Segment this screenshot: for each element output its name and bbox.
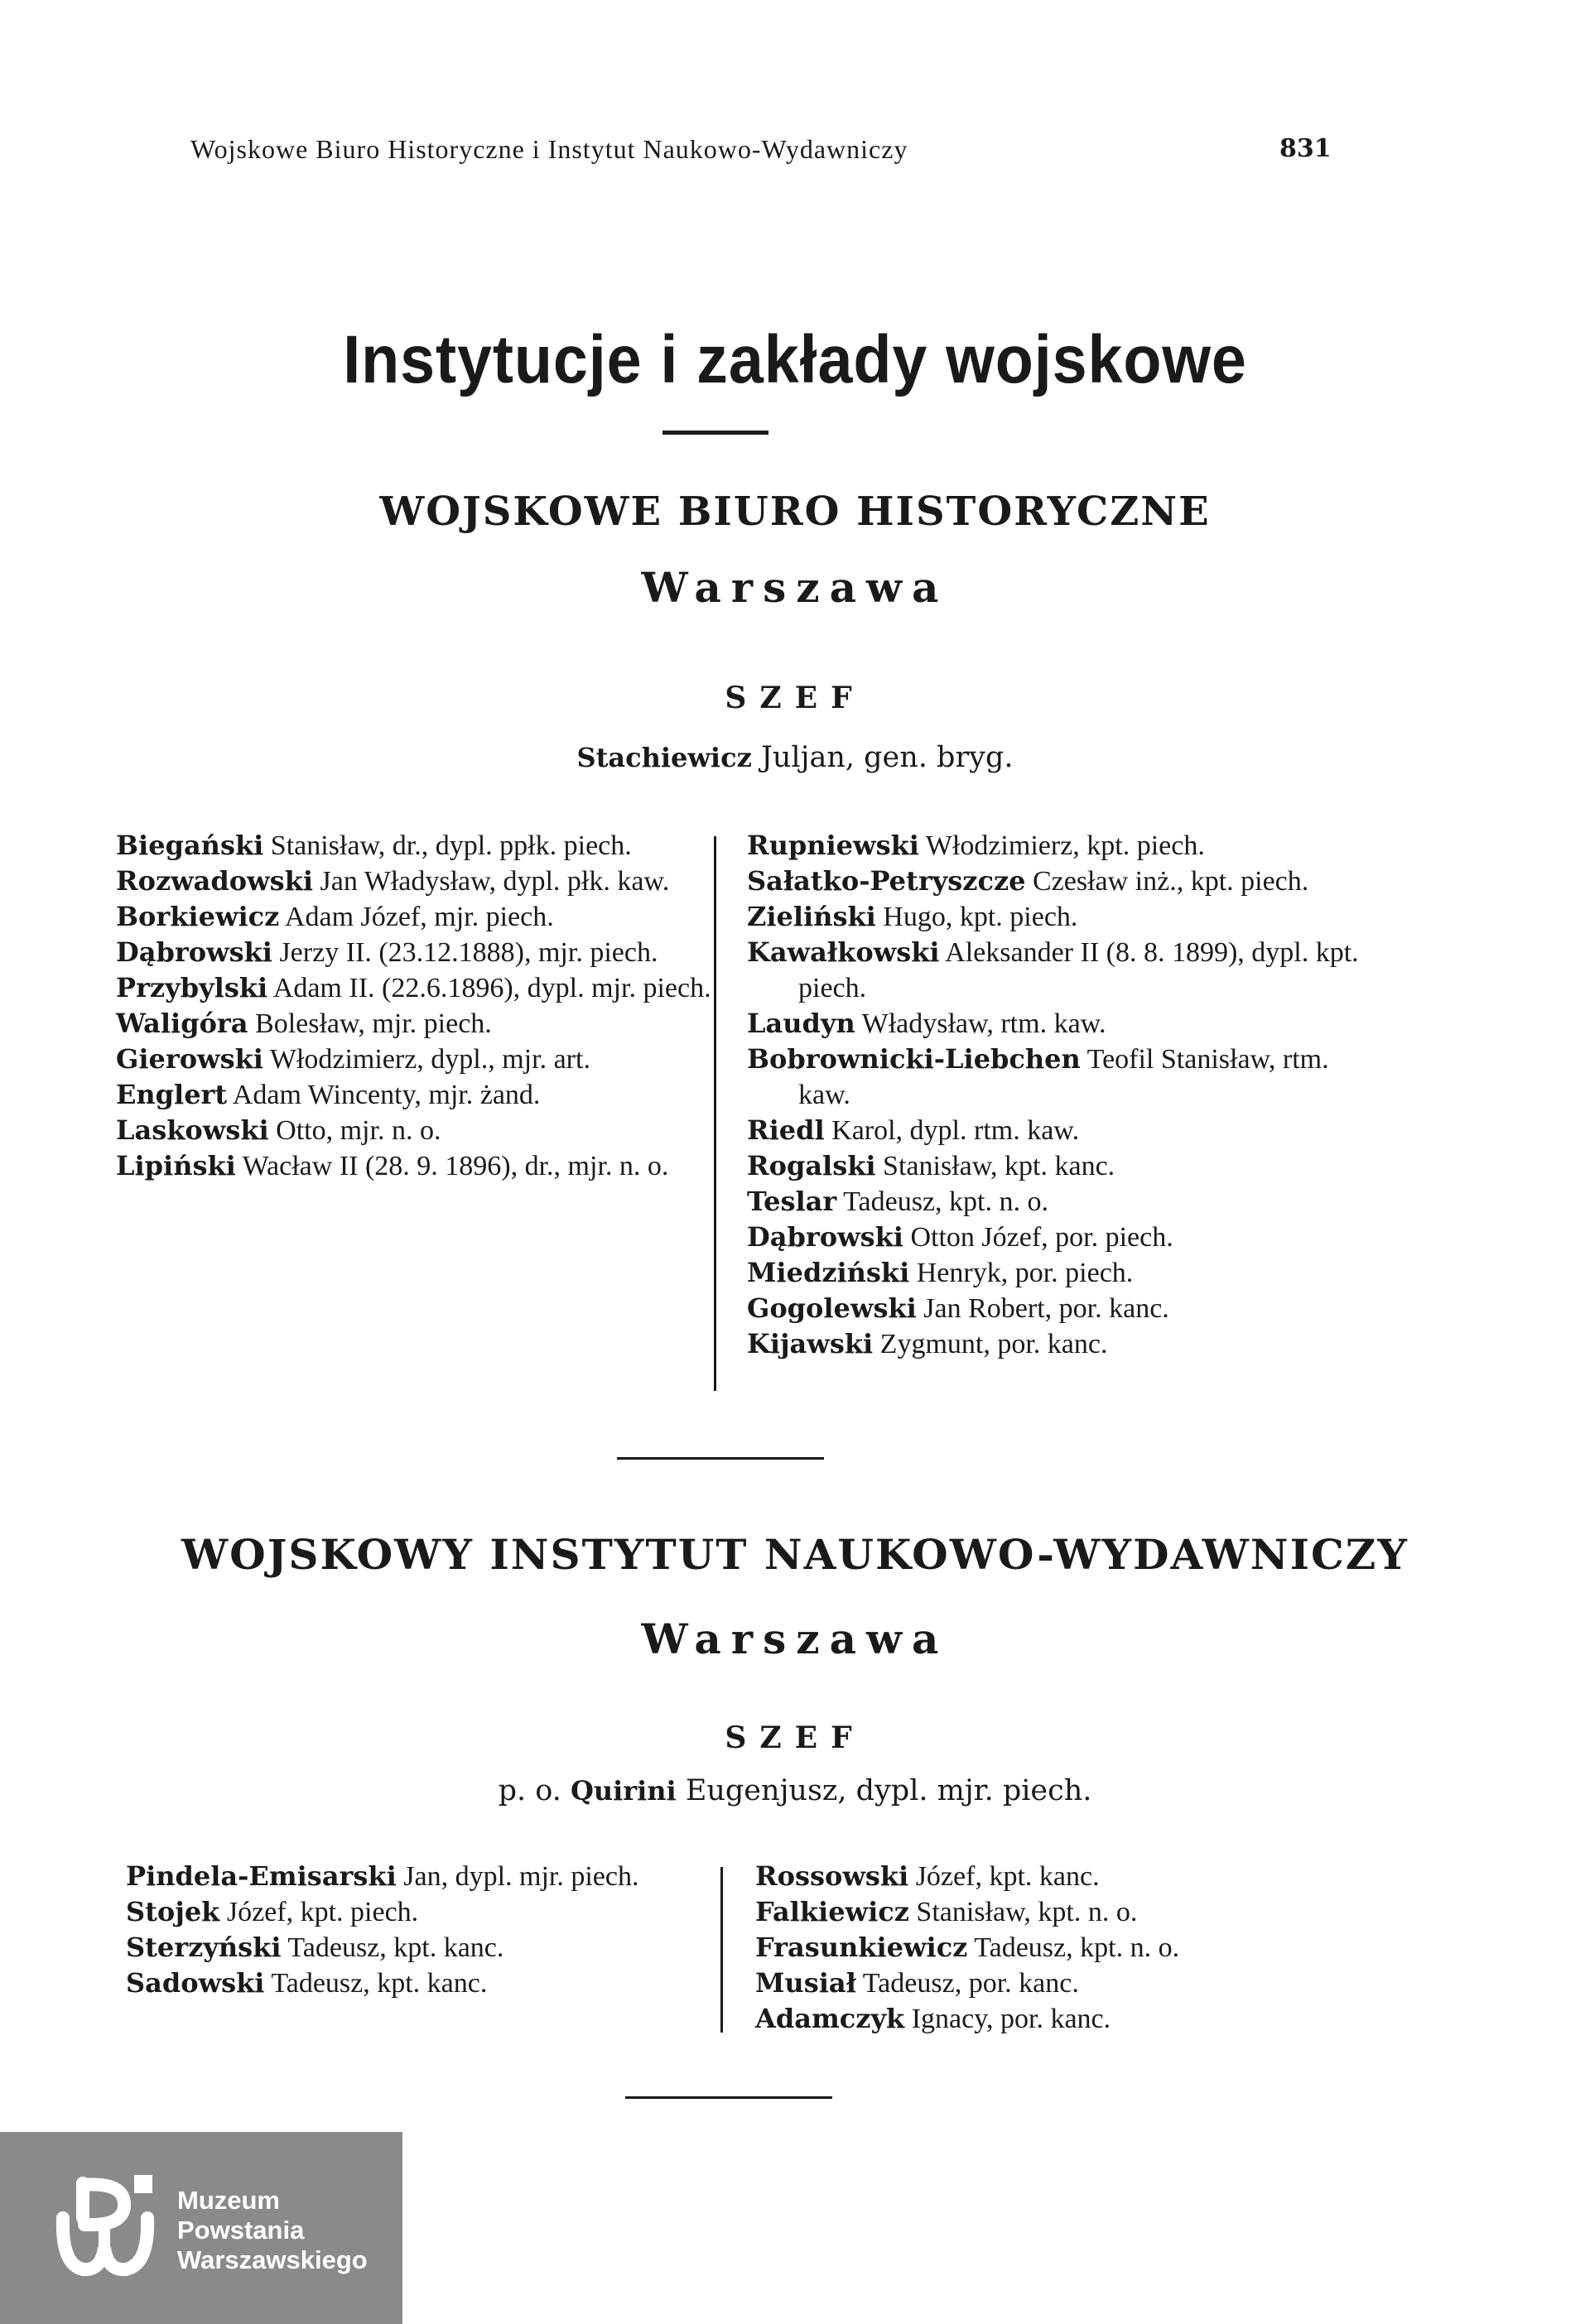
list-item: Sterzyński Tadeusz, kpt. kanc. — [126, 1932, 504, 1963]
section2-chief-prefix: p. o. — [498, 1774, 571, 1807]
section1-right-column — [747, 828, 1376, 1362]
list-item: Przybylski Adam II. (22.6.1896), dypl. mjr. piech. — [116, 972, 711, 1003]
list-item: Riedl Karol, dypl. rtm. kaw. — [747, 1114, 1080, 1146]
museum-name — [177, 2186, 368, 2275]
section2-title: WOJSKOWY INSTYTUT NAUKOWO-WYDAWNICZY — [181, 1530, 1409, 1579]
section1-chief-rest: Juljan, gen. bryg. — [751, 741, 1014, 774]
list-item: Laskowski Otto, mjr. n. o. — [116, 1114, 441, 1146]
list-item: Stojek Józef, kpt. piech. — [126, 1896, 419, 1927]
list-item: Adamczyk Ignacy, por. kanc. — [755, 2003, 1111, 2034]
list-item: Sałatko-Petryszcze Czesław inż., kpt. piech. — [747, 865, 1309, 897]
section1-left-column — [116, 828, 712, 1184]
section2-szef-label: SZEF — [725, 1720, 865, 1755]
section1-column-divider — [714, 836, 716, 1391]
list-item: Pindela-Emisarski Jan, dypl. mjr. piech. — [126, 1860, 639, 1892]
section2-city: Warszawa — [641, 1614, 949, 1663]
kotwica-logo-icon — [51, 2167, 159, 2283]
list-item: Lipiński Wacław II (28. 9. 1896), dr., mjr. n. o. — [116, 1150, 669, 1181]
list-item: Miedziński Henryk, por. piech. — [747, 1257, 1134, 1288]
section2-chief — [0, 1774, 1590, 1807]
list-item: Gierowski Włodzimierz, dypl., mjr. art. — [116, 1043, 590, 1075]
section1-title: WOJSKOWE BIURO HISTORYCZNE — [379, 488, 1211, 535]
list-item: Musiał Tadeusz, por. kanc. — [755, 1967, 1079, 1999]
main-title: Instytucje i zakłady wojskowe — [343, 322, 1247, 397]
list-item: Sadowski Tadeusz, kpt. kanc. — [126, 1967, 488, 1999]
section2-left-column — [126, 1859, 706, 2001]
section1-chief — [0, 741, 1590, 774]
section1-chief-name: Stachiewicz — [576, 742, 752, 773]
list-item: Rupniewski Włodzimierz, kpt. piech. — [747, 830, 1205, 861]
section2-chief-rest: Eugenjusz, dypl. mjr. piech. — [676, 1774, 1092, 1807]
bottom-rule — [625, 2096, 832, 2099]
museum-name-line: Muzeum — [177, 2186, 280, 2215]
list-item: Falkiewicz Stanisław, kpt. n. o. — [755, 1896, 1138, 1927]
list-item: Frasunkiewicz Tadeusz, kpt. n. o. — [755, 1932, 1180, 1963]
list-item: Kawałkowski Aleksander II (8. 8. 1899), dypl. kpt. piech. — [747, 936, 1359, 1003]
running-head: Wojskowe Biuro Historyczne i Instytut Naukowo-Wydawniczy — [190, 134, 908, 164]
title-rule — [662, 431, 768, 435]
list-item: Rogalski Stanisław, kpt. kanc. — [747, 1150, 1115, 1181]
list-item: Waligóra Bolesław, mjr. piech. — [116, 1008, 492, 1039]
list-item: Rozwadowski Jan Władysław, dypl. płk. kaw. — [116, 865, 670, 897]
list-item: Kijawski Zygmunt, por. kanc. — [747, 1328, 1108, 1359]
section2-column-divider — [720, 1867, 723, 2033]
section-separator — [617, 1457, 824, 1460]
list-item: Teslar Tadeusz, kpt. n. o. — [747, 1186, 1048, 1217]
list-item: Zieliński Hugo, kpt. piech. — [747, 901, 1078, 932]
section1-szef-label: SZEF — [725, 681, 865, 715]
list-item: Dąbrowski Jerzy II. (23.12.1888), mjr. piech. — [116, 936, 658, 968]
section2-right-column — [755, 1859, 1385, 2037]
museum-name-line: Warszawskiego — [177, 2245, 368, 2274]
museum-name-line: Powstania — [177, 2216, 305, 2245]
list-item: Rossowski Józef, kpt. kanc. — [755, 1860, 1100, 1892]
list-item: Bobrownicki-Liebchen Teofil Stanisław, rtm. kaw. — [747, 1043, 1329, 1110]
list-item: Borkiewicz Adam Józef, mjr. piech. — [116, 901, 554, 932]
page-number: 831 — [1279, 134, 1332, 163]
list-item: Biegański Stanisław, dr., dypl. ppłk. piech. — [116, 830, 632, 861]
list-item: Gogolewski Jan Robert, por. kanc. — [747, 1292, 1169, 1324]
list-item: Englert Adam Wincenty, mjr. żand. — [116, 1079, 541, 1110]
section1-city: Warszawa — [641, 563, 949, 612]
section2-chief-name: Quirini — [570, 1775, 677, 1807]
list-item: Laudyn Władysław, rtm. kaw. — [747, 1008, 1106, 1039]
list-item: Dąbrowski Otton Józef, por. piech. — [747, 1221, 1173, 1253]
